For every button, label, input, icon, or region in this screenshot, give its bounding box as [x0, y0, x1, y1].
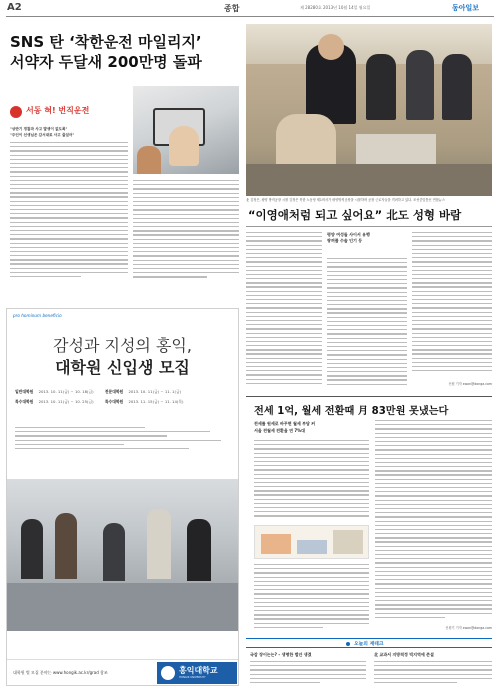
top-headline-line2: 서약자 두달새 200만명 돌파 [10, 53, 202, 71]
university-ad [6, 308, 239, 686]
ad-footer-text: 대학원 별 모집 분야는 www.hongik.ac.kr/grad 참조 [13, 670, 108, 675]
bottom-item-1-title: 국감 장이는는? – 생명한 법안 생겼 [250, 652, 312, 657]
rent-subhead-1: 전세를 원세로 바꾸면 월세 부담 커 [254, 421, 316, 426]
nk-byline: 신원 기자 swon@donga.com [448, 382, 492, 386]
ad-schedule-row-1 [15, 389, 232, 395]
ad-brand: pro hominum beneficio [13, 313, 62, 318]
rent-body-left-bottom [254, 564, 369, 632]
rent-byline: 신원기 기자 swon@donga.com [445, 626, 492, 630]
body-text-lines [10, 142, 128, 277]
banner-dot-icon [346, 642, 350, 646]
ad-footer [7, 659, 238, 685]
campaign-icon [10, 106, 22, 118]
nk-body-col2 [327, 258, 407, 388]
ad-row2-label1: 특수대학원 [15, 399, 34, 404]
campaign-subtitle-2: "주인이 선생님은 감서대로 사고 줄었어" [10, 133, 75, 137]
nk-subhead-1: 평양 여성들 사이서 유행 [327, 232, 370, 237]
smartphone-photo [133, 86, 239, 174]
daily-finance-banner [246, 638, 492, 648]
issue-meta: 제 28280호 2013년 10월 14일 월요일 [300, 5, 371, 10]
ad-details [15, 427, 232, 473]
nk-body-col3 [412, 232, 492, 378]
rent-body-left-top [254, 440, 369, 520]
ad-row2-label2: 특수대학원 [104, 399, 124, 404]
ad-schedule [15, 389, 232, 419]
factory-photo-caption: 北 김정은, 평양 방직공장 시찰 김정은 북한 노동당 제1비서가 평양방직공장을 시찰하며 공장 근로자들을 격려하고 있다. 조선중앙통신 연합뉴스 [246, 198, 445, 202]
rent-chart-graphic [254, 525, 369, 559]
rent-top-rule [246, 396, 492, 397]
factory-photo [246, 24, 492, 196]
ad-row1-label1: 일반대학원 [15, 389, 34, 394]
top-story-body-mid [133, 180, 239, 280]
rent-subhead-2: 서울 전월세 전환율 연 7%대 [254, 428, 306, 433]
ad-logo-emblem-icon [161, 666, 175, 680]
banner-label: 오늘의 재테크 [354, 642, 384, 647]
bottom-item-2-title: 北 교과서 지방적정 빅지역에 존설 [374, 652, 434, 657]
page-header [0, 0, 500, 16]
ad-logo-text: 홍익대학교 [179, 666, 218, 675]
nk-subhead-2: 쌍꺼풀 수술 인기 등 [327, 238, 363, 243]
section-code: A2 [7, 2, 22, 13]
ad-row1-date2: 2013. 10. 11(금) ~ 11. 1(금) [128, 389, 182, 394]
nk-headline-rule [246, 226, 492, 227]
ad-schedule-row-2 [15, 399, 232, 405]
ad-logo-sub: HONGIK UNIVERSITY [179, 676, 206, 679]
ad-logo [157, 662, 237, 684]
bottom-item-1 [250, 652, 366, 686]
ad-headline-2: 대학원 신입생 모집 [55, 358, 190, 377]
ad-headline-1: 감성과 지성의 홍익, [53, 336, 192, 355]
rent-subheads [254, 420, 369, 434]
students-photo [7, 479, 238, 631]
ad-row2-date2: 2013. 11. 15(금) ~ 11. 14(목) [128, 399, 184, 404]
campaign-badge: 서동 혀! 번직운전 [26, 106, 90, 115]
ad-row1-label2: 전문대학원 [104, 389, 124, 394]
nk-subhead-box [327, 232, 407, 254]
nk-body-col1 [246, 232, 322, 388]
section-name: 종합 [224, 4, 240, 13]
rent-headline: 전세 1억, 월세 전환때 月 83만원 못냈는다 [254, 406, 449, 417]
ad-row2-date1: 2013. 10. 11(금) ~ 10. 25(금) [38, 399, 94, 404]
top-headline-line1: SNS 탄 ‘착한운전 마일리지’ [10, 33, 202, 51]
top-headline [10, 32, 240, 72]
campaign-subtitle-1: "상반기 경찰과 사고 발생이 없도록" [10, 127, 68, 131]
bottom-item-2 [374, 652, 492, 686]
header-rule [6, 16, 494, 17]
top-story-body-left [10, 142, 128, 280]
rent-body-right [375, 420, 492, 622]
campaign-subtitle [10, 126, 128, 138]
ad-row1-date1: 2013. 10. 11(금) ~ 10. 18(금) [38, 389, 94, 394]
nk-headline: “이영애처럼 되고 싶어요” 北도 성형 바람 [248, 208, 462, 222]
paper-name: 동아일보 [452, 4, 480, 12]
